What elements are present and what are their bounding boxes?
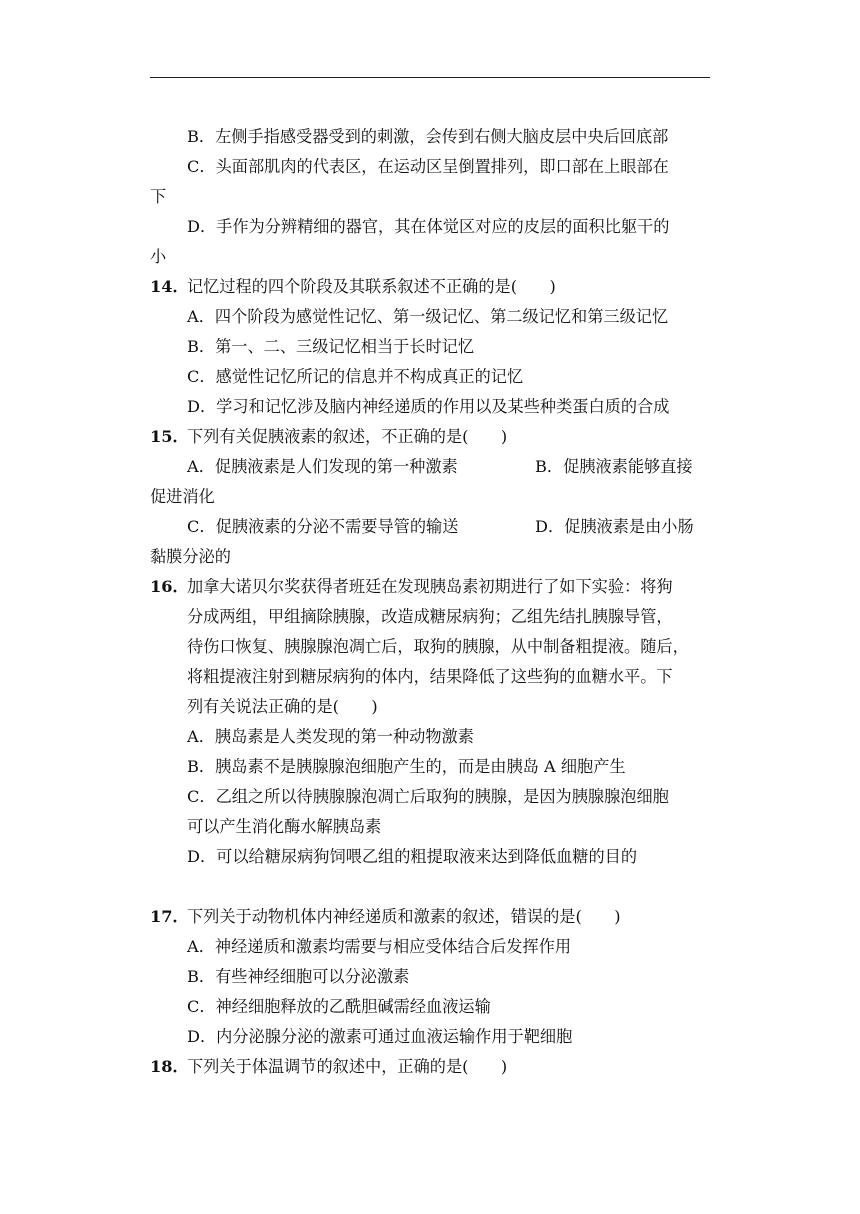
q16-stem-line1: 加拿大诺贝尔奖获得者班廷在发现胰岛素初期进行了如下实验：将狗 xyxy=(187,577,673,596)
q16-option-c-continued: 可以产生消化酶水解胰岛素 xyxy=(187,817,382,836)
q15-option-a: A．促胰液素是人们发现的第一种激素 xyxy=(187,457,458,476)
q14-option-d: D．学习和记忆涉及脑内神经递质的作用以及某些种类蛋白质的合成 xyxy=(187,397,670,416)
q15-option-d: D．促胰液素是由小肠 xyxy=(535,517,694,536)
document-body xyxy=(150,122,710,1082)
q14-option-a: A．四个阶段为感觉性记忆、第一级记忆、第二级记忆和第三级记忆 xyxy=(187,307,669,326)
q14-stem-text: 记忆过程的四个阶段及其联系叙述不正确的是( ) xyxy=(187,277,556,296)
q13-option-c-continued: 下 xyxy=(150,187,167,206)
q16-stem-line3: 待伤口恢复、胰腺腺泡凋亡后，取狗的胰腺，从中制备粗提液。随后， xyxy=(187,637,689,656)
q15-options-ab xyxy=(150,452,710,482)
q18-stem-text: 下列关于体温调节的叙述中，正确的是( ) xyxy=(187,1057,508,1076)
q14-option-b: B．第一、二、三级记忆相当于长时记忆 xyxy=(187,337,475,356)
q16-option-b: B．胰岛素不是胰腺腺泡细胞产生的，而是由胰岛 A 细胞产生 xyxy=(187,757,626,776)
q17-option-a: A．神经递质和激素均需要与相应受体结合后发挥作用 xyxy=(187,937,572,956)
q13-option-c: C．头面部肌肉的代表区，在运动区呈倒置排列，即口部在上眼部在 xyxy=(187,157,669,176)
q15-option-d-continued: 黏膜分泌的 xyxy=(150,547,231,566)
question-17 xyxy=(150,902,710,1052)
q16-stem-line4: 将粗提液注射到糖尿病狗的体内，结果降低了这些狗的血糖水平。下 xyxy=(187,667,673,686)
q18-number: 18． xyxy=(150,1057,189,1076)
question-14 xyxy=(150,272,710,422)
q15-options-cd xyxy=(150,512,710,542)
q13-option-b: B．左侧手指感受器受到的刺激，会传到右侧大脑皮层中央后回底部 xyxy=(187,127,669,146)
blank-gap xyxy=(150,872,710,902)
q16-option-a: A．胰岛素是人类发现的第一种动物激素 xyxy=(187,727,474,746)
q16-stem xyxy=(150,572,710,602)
q13-option-d-continued: 小 xyxy=(150,247,167,266)
q18-stem xyxy=(150,1052,710,1082)
q17-option-c: C．神经细胞释放的乙酰胆碱需经血液运输 xyxy=(187,997,491,1016)
q14-stem xyxy=(150,272,710,302)
q15-option-c: C．促胰液素的分泌不需要导管的输送 xyxy=(187,517,459,536)
q15-option-b: B．促胰液素能够直接 xyxy=(535,457,693,476)
q16-option-c: C．乙组之所以待胰腺腺泡凋亡后取狗的胰腺，是因为胰腺腺泡细胞 xyxy=(187,787,669,806)
question-16 xyxy=(150,572,710,872)
q17-stem-text: 下列关于动物机体内神经递质和激素的叙述，错误的是( ) xyxy=(187,907,621,926)
q15-stem xyxy=(150,422,710,452)
q17-number: 17． xyxy=(150,907,189,926)
q14-number: 14． xyxy=(150,277,189,296)
q15-option-b-continued: 促进消化 xyxy=(150,487,215,506)
q15-stem-text: 下列有关促胰液素的叙述，不正确的是( ) xyxy=(187,427,508,446)
q16-stem-line2: 分成两组，甲组摘除胰腺，改造成糖尿病狗；乙组先结扎胰腺导管， xyxy=(187,607,673,626)
q16-number: 16． xyxy=(150,577,189,596)
q14-option-c: C．感觉性记忆所记的信息并不构成真正的记忆 xyxy=(187,367,524,386)
question-15 xyxy=(150,422,710,572)
question-13-options xyxy=(150,122,710,272)
question-18 xyxy=(150,1052,710,1082)
q17-stem xyxy=(150,902,710,932)
header-rule xyxy=(150,77,710,78)
q17-option-b: B．有些神经细胞可以分泌激素 xyxy=(187,967,410,986)
q15-number: 15． xyxy=(150,427,189,446)
q17-option-d: D．内分泌腺分泌的激素可通过血液运输作用于靶细胞 xyxy=(187,1027,573,1046)
q13-option-d: D．手作为分辨精细的器官，其在体觉区对应的皮层的面积比躯干的 xyxy=(187,217,670,236)
q16-stem-line5: 列有关说法正确的是( ) xyxy=(187,697,378,716)
q16-option-d: D．可以给糖尿病狗饲喂乙组的粗提取液来达到降低血糖的目的 xyxy=(187,847,638,866)
